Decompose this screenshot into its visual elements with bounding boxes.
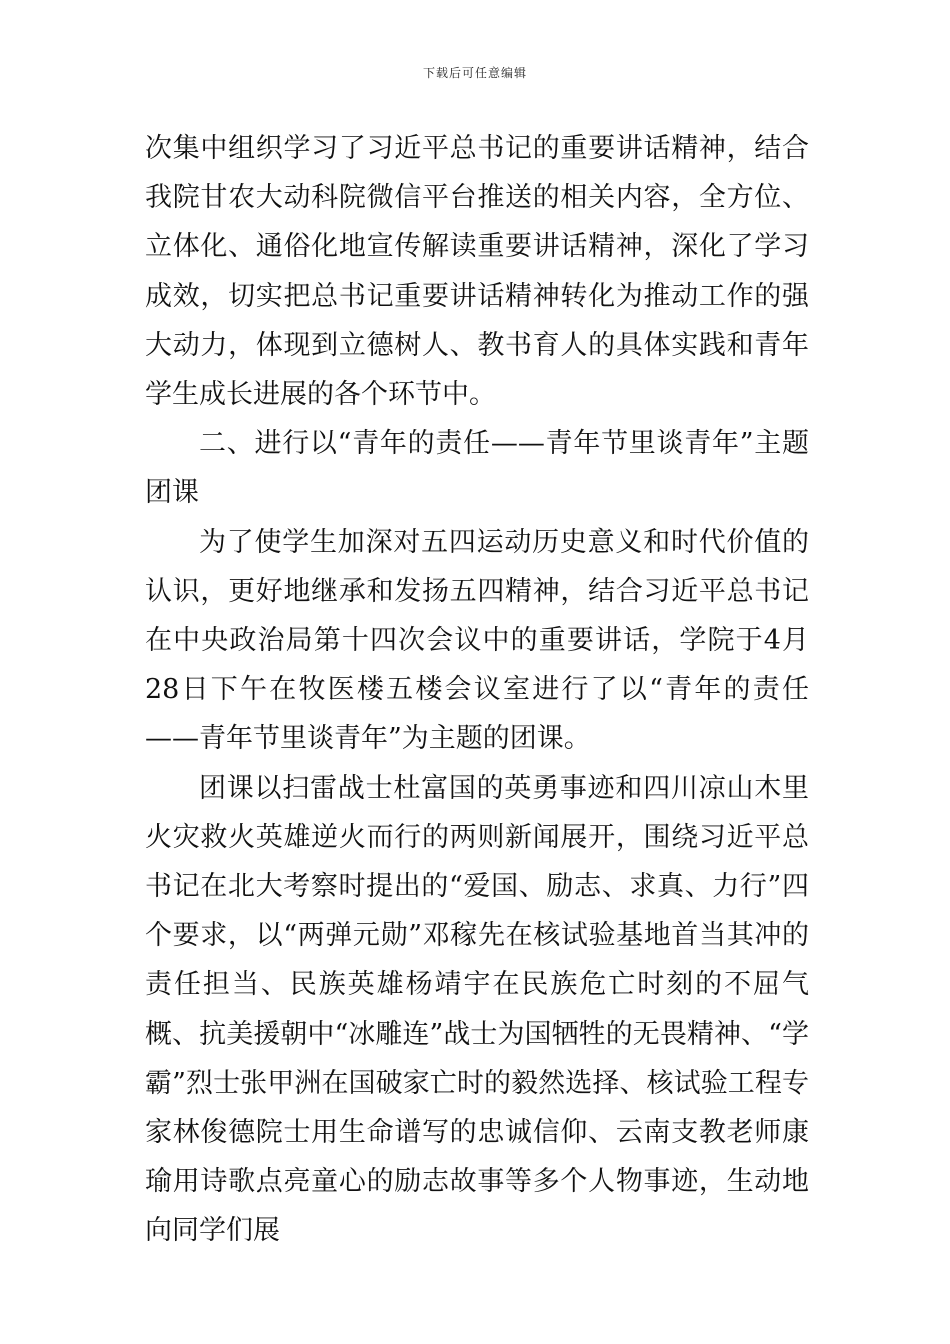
body-paragraph-continuation: 次集中组织学习了习近平总书记的重要讲话精神，结合我院甘农大动科院微信平台推送的相关内容，全方位、立体化、通俗化地宣传解读重要讲话精神，深化了学习成效，切实把总书记重要讲话精神转化为推动工作的强大动力，体现到立德树人、教书育人的具体实践和青年学生成长进展的各个环节中。 [145,133,809,411]
body-paragraph: 为了使学生加深对五四运动历史意义和时代价值的认识，更好地继承和发扬五四精神，结合习近平总书记在中央政治局第十四次会议中的重要讲话，学院于4月28日下午在牧医楼五楼会议室进行了以“青年的责任——青年节里谈青年”为主题的团课。 [145,526,809,755]
body-paragraph: 团课以扫雷战士杜富国的英勇事迹和四川凉山木里火灾救火英雄逆火而行的两则新闻展开，围绕习近平总书记在北大考察时提出的“爱国、励志、求真、力行”四个要求，以“两弹元勋”邓稼先在核试验基地首当其冲的责任担当、民族英雄杨靖宇在民族危亡时刻的不屈气概、抗美援朝中“冰雕连”战士为国牺牲的无畏精神、“学霸”烈士张甲洲在国破家亡时的毅然选择、核试验工程专家林俊德院士用生命谱写的忠诚信仰、云南支教老师康瑜用诗歌点亮童心的励志故事等多个人物事迹，生动地向同学们展 [145,772,809,1247]
page-header-note: 下载后可任意编辑 [422,66,527,80]
section-heading-2: 二、进行以“青年的责任——青年节里谈青年”主题团课 [145,428,809,509]
document-body [145,124,809,1256]
